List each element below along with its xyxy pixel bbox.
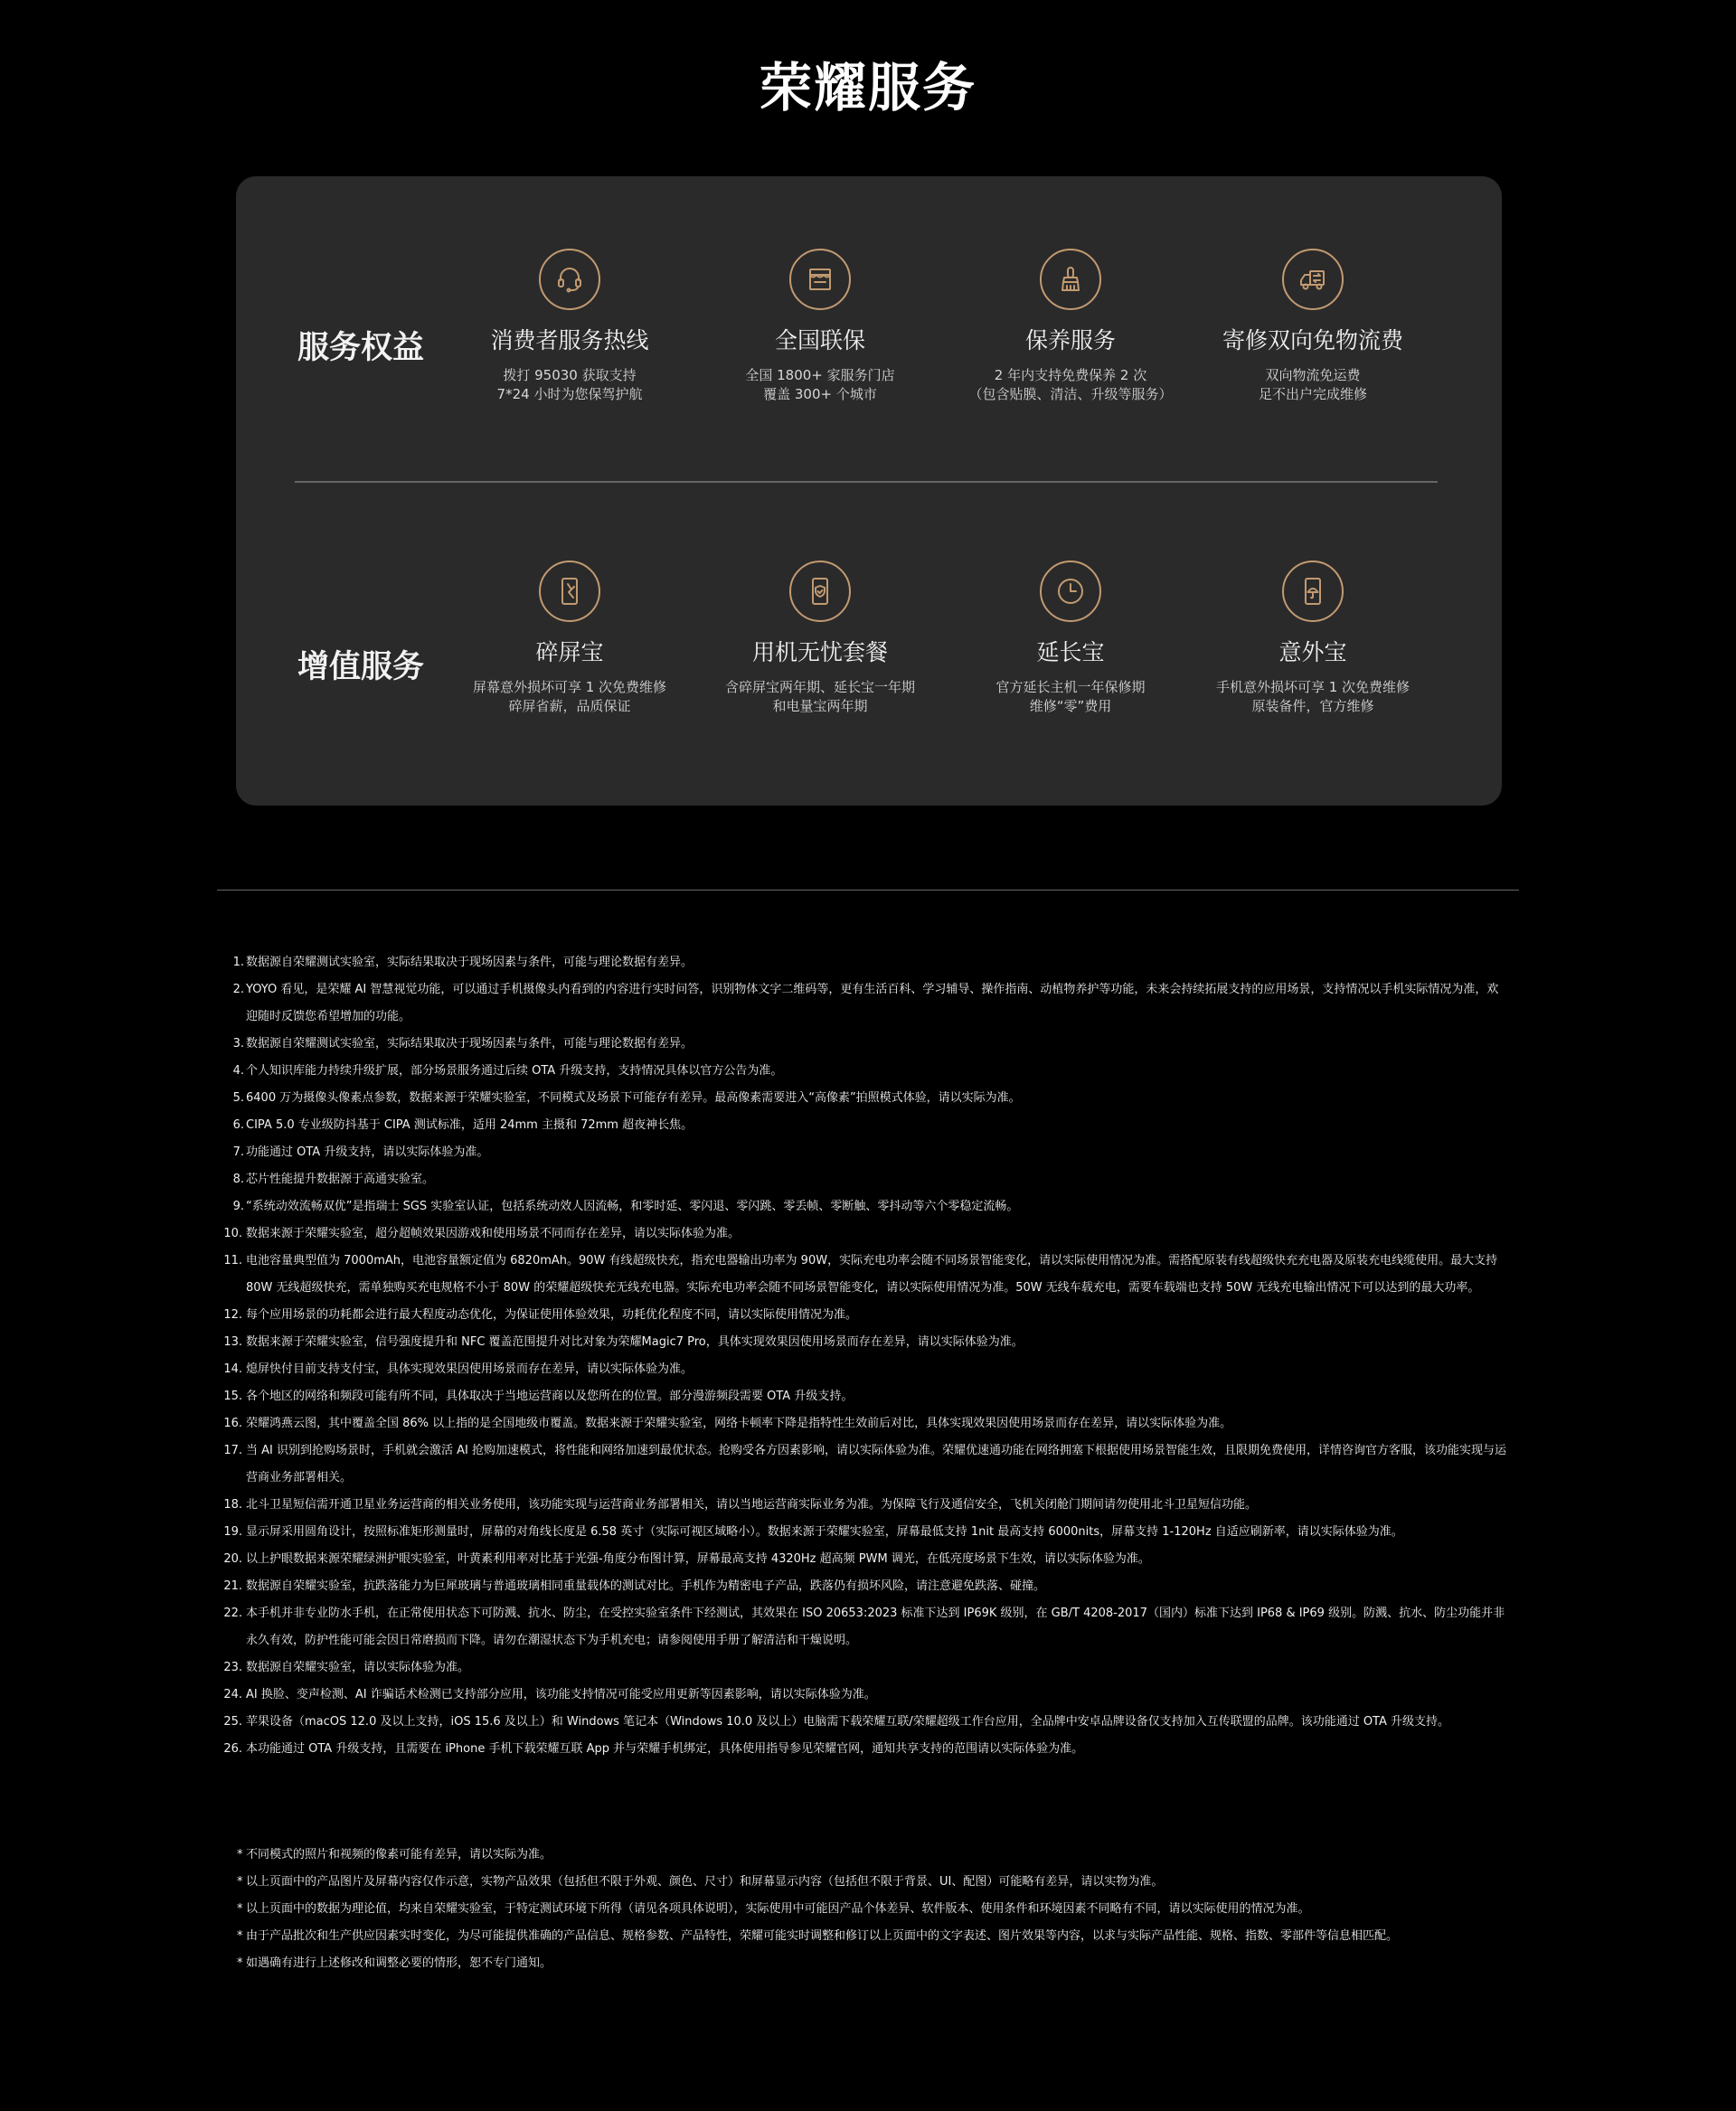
footnote-item: 19. 显示屏采用圆角设计，按照标准矩形测量时，屏幕的对角线长度是 6.58 英寸（实际可视区域略小）。数据来源于荣耀实验室，屏幕最低支持 1nit 最高支持 6000nits，屏幕支持 1-120Hz 自适应刷新率，请以实际体验为准。 [223, 1525, 1403, 1539]
store-icon [789, 249, 851, 310]
disclaimer-item: * 由于产品批次和生产供应因素实时变化，为尽可能提供准确的产品信息、规格参数、产品特性，荣耀可能实时调整和修订以上页面中的文字表述、图片效果等内容，以求与实际产品性能、规格、指数、零部件等信息相匹配。 [237, 1923, 1510, 1950]
value-added-services-row [236, 561, 1502, 741]
service-item-desc: 拨打 95030 获取支持 7*24 小时为您保驾护航 [496, 367, 643, 402]
service-item-desc: 双向物流免运费 足不出户完成维修 [1258, 367, 1367, 402]
footnote-item: 17. 当 AI 识别到抢购场景时，手机就会激活 AI 抢购加速模式，将性能和网络加速到最优状态。抢购受各方因素影响，请以实际体验为准。荣耀优速通功能在网络拥塞下根据使用场景智能生效，且限期免费使用，详情咨询官方客服，该功能实现与运营商业务部署相关。 [223, 1444, 1506, 1484]
service-benefits-row [236, 249, 1502, 429]
disclaimer-item: * 以上页面中的产品图片及屏幕内容仅作示意，实物产品效果（包括但不限于外观、颜色、尺寸）和屏幕显示内容（包括但不限于背景、UI、配图）可能略有差异，请以实物为准。 [237, 1869, 1510, 1896]
footnote-list [223, 949, 1510, 1763]
disclaimer-item: * 如遇确有进行上述修改和调整必要的情形，恕不专门通知。 [237, 1950, 1510, 1977]
section-title-value-added: 增值服务 [297, 649, 425, 685]
service-item-desc: 屏幕意外损坏可享 1 次免费维修 碎屏省薪，品质保证 [472, 679, 667, 714]
footnote-item: 24. AI 换脸、变声检测、AI 诈骗话术检测已支持部分应用，该功能支持情况可能受应用更新等因素影响，请以实际体验为准。 [223, 1688, 876, 1701]
footnote-item: 7. 功能通过 OTA 升级支持，请以实际体验为准。 [232, 1145, 489, 1159]
service-item-hotline [434, 249, 705, 404]
phone-umbrella-icon [1282, 561, 1344, 622]
disclaimer-item: * 以上页面中的数据为理论值，均来自荣耀实验室，于特定测试环境下所得（请见各项具体说明），实际使用中可能因产品个体差异、软件版本、使用条件和环境因素不同略有不同，请以实际使用的情况为准。 [237, 1896, 1510, 1923]
broken-screen-icon [539, 561, 600, 622]
section-divider [295, 481, 1438, 483]
footnote-item: 13. 数据来源于荣耀实验室，信号强度提升和 NFC 覆盖范围提升对比对象为荣耀Magic7 Pro，具体实现效果因使用场景而存在差异，请以实际体验为准。 [223, 1335, 1024, 1349]
headset-icon [539, 249, 600, 310]
clock-icon [1040, 561, 1101, 622]
service-item-title: 消费者服务热线 [490, 327, 649, 353]
service-item-title: 用机无忧套餐 [751, 639, 888, 665]
service-item-free-logistics [1177, 249, 1448, 404]
footnote-item: 11. 电池容量典型值为 7000mAh，电池容量额定值为 6820mAh。90W 有线超级快充，指充电器输出功率为 90W，实际充电功率会随不同场景智能变化，请以实际使用情况为准。需搭配原装有线超级快充充电器及原装充电线缆使用。最大支持 80W 无线超级快充，需单独购买充电规格不小于 80W 的荣耀超级快充无线充电器。实际充电功率会随不同场景智能变化，请以实际使用情况为准。50W 无线车载充电，需要车载端也支持 50W 无线充电输出情况下可以达到的最大功率。 [223, 1254, 1498, 1295]
footnote-item: 15. 各个地区的网络和频段可能有所不同，具体取决于当地运营商以及您所在的位置。部分漫游频段需要 OTA 升级支持。 [223, 1390, 854, 1403]
brush-icon [1040, 249, 1101, 310]
service-item-warranty [684, 249, 956, 404]
footnote-item: 18. 北斗卫星短信需开通卫星业务运营商的相关业务使用，该功能实现与运营商业务部署相关，请以当地运营商实际业务为准。为保障飞行及通信安全，飞机关闭舱门期间请勿使用北斗卫星短信功能。 [223, 1498, 1258, 1512]
footnote-item: 16. 荣耀鸿燕云图，其中覆盖全国 86% 以上指的是全国地级市覆盖。数据来源于荣耀实验室，网络卡顿率下降是指特性生效前后对比，具体实现效果因使用场景而存在差异，请以实际体验为准。 [223, 1417, 1232, 1430]
disclaimer-item: * 不同模式的照片和视频的像素可能有差异，请以实际为准。 [237, 1842, 1510, 1869]
page-title: 荣耀服务 [759, 57, 976, 118]
footnote-item: 5. 6400 万为摄像头像素点参数，数据来源于荣耀实验室，不同模式及场景下可能存有差异。最高像素需要进入“高像素”拍照模式体验，请以实际为准。 [232, 1091, 1021, 1105]
footnote-item: 26. 本功能通过 OTA 升级支持，且需要在 iPhone 手机下载荣耀互联 App 并与荣耀手机绑定，具体使用指导参见荣耀官网，通知共享支持的范围请以实际体验为准。 [223, 1742, 1084, 1756]
service-item-screen-protection [434, 561, 705, 716]
footnote-item: 25. 苹果设备（macOS 12.0 及以上支持，iOS 15.6 及以上）和 Windows 笔记本（Windows 10.0 及以上）电脑需下载荣耀互联/荣耀超级工作台应用，全品牌中安卓品牌设备仅支持加入互传联盟的品牌。该功能通过 OTA 升级支持。 [223, 1715, 1450, 1729]
footnote-item: 9. “系统动效流畅双优”是指瑞士 SGS 实验室认证，包括系统动效人因流畅，和零时延、零闪退、零闪跳、零丢帧、零断触、零抖动等六个零稳定流畅。 [232, 1200, 1019, 1213]
delivery-truck-icon [1282, 249, 1344, 310]
service-item-extended-warranty [935, 561, 1206, 716]
service-item-title: 碎屏宝 [535, 639, 604, 665]
footnote-item: 1. 数据源自荣耀测试实验室，实际结果取决于现场因素与条件，可能与理论数据有差异。 [232, 956, 693, 969]
footnote-item: 8. 芯片性能提升数据源于高通实验室。 [232, 1173, 435, 1186]
footnote-item: 2. YOYO 看见，是荣耀 AI 智慧视觉功能，可以通过手机摄像头内看到的内容进行实时问答，识别物体文字二维码等，更有生活百科、学习辅导、操作指南、动植物养护等功能，未来会持续拓展支持的应用场景，支持情况以手机实际情况为准，欢迎随时反馈您希望增加的功能。 [232, 983, 1499, 1023]
footnote-divider [217, 890, 1519, 891]
footnote-item: 10. 数据来源于荣耀实验室，超分超帧效果因游戏和使用场景不同而存在差异，请以实际体验为准。 [223, 1227, 741, 1240]
service-item-desc: 全国 1800+ 家服务门店 覆盖 300+ 个城市 [745, 367, 895, 402]
footnote-item: 20. 以上护眼数据来源荣耀绿洲护眼实验室，叶黄素利用率对比基于光强-角度分布图计算，屏幕最高支持 4320Hz 超高频 PWM 调光，在低亮度场景下生效，请以实际体验为准。 [223, 1552, 1150, 1566]
disclaimer-list [237, 1842, 1510, 1977]
service-item-title: 保养服务 [1024, 327, 1116, 353]
footnote-item: 23. 数据源自荣耀实验室，请以实际体验为准。 [223, 1661, 470, 1674]
service-item-desc: 官方延长主机一年保修期 维修“零”费用 [995, 679, 1146, 714]
footnote-item: 3. 数据源自荣耀测试实验室，实际结果取决于现场因素与条件，可能与理论数据有差异。 [232, 1037, 693, 1051]
service-item-desc: 含碎屏宝两年期、延长宝一年期 和电量宝两年期 [724, 679, 915, 714]
service-item-desc: 手机意外损坏可享 1 次免费维修 原装备件，官方维修 [1215, 679, 1410, 714]
footnote-item: 21. 数据源自荣耀实验室，抗跌落能力为巨犀玻璃与普通玻璃相同重量载体的测试对比。手机作为精密电子产品，跌落仍有损坏风险，请注意避免跌落、碰撞。 [223, 1579, 1046, 1593]
service-item-care-package [684, 561, 956, 716]
footnote-item: 12. 每个应用场景的功耗都会进行最大程度动态优化，为保证使用体验效果，功耗优化程度不同，请以实际使用情况为准。 [223, 1308, 858, 1322]
service-item-maintenance [935, 249, 1206, 404]
footnote-item: 4. 个人知识库能力持续升级扩展，部分场景服务通过后续 OTA 升级支持，支持情况具体以官方公告为准。 [232, 1064, 783, 1078]
service-item-title: 延长宝 [1036, 639, 1105, 665]
service-card [236, 176, 1502, 806]
service-item-desc: 2 年内支持免费保养 2 次 （包含贴膜、清洁、升级等服务） [968, 367, 1173, 402]
service-item-title: 寄修双向免物流费 [1222, 327, 1403, 353]
service-item-accident-protection [1177, 561, 1448, 716]
phone-shield-icon [789, 561, 851, 622]
service-item-title: 意外宝 [1278, 639, 1347, 665]
footnote-item: 6. CIPA 5.0 专业级防抖基于 CIPA 测试标准，适用 24mm 主摄和 72mm 超夜神长焦。 [232, 1118, 693, 1132]
section-title-benefits: 服务权益 [297, 330, 425, 366]
service-item-title: 全国联保 [774, 327, 865, 353]
footnote-item: 14. 熄屏快付目前支持支付宝，具体实现效果因使用场景而存在差异，请以实际体验为准。 [223, 1362, 693, 1376]
footnote-item: 22. 本手机并非专业防水手机，在正常使用状态下可防溅、抗水、防尘，在受控实验室条件下经测试，其效果在 ISO 20653:2023 标准下达到 IP69K 级别，在 GB/T 4208-2017（国内）标准下达到 IP68 & IP69 级别。防溅、抗水、防尘功能并非永久有效，防护性能可能会因日常磨损而下降。请勿在潮湿状态下为手机充电；请参阅使用手册了解清洁和干燥说明。 [223, 1607, 1505, 1647]
